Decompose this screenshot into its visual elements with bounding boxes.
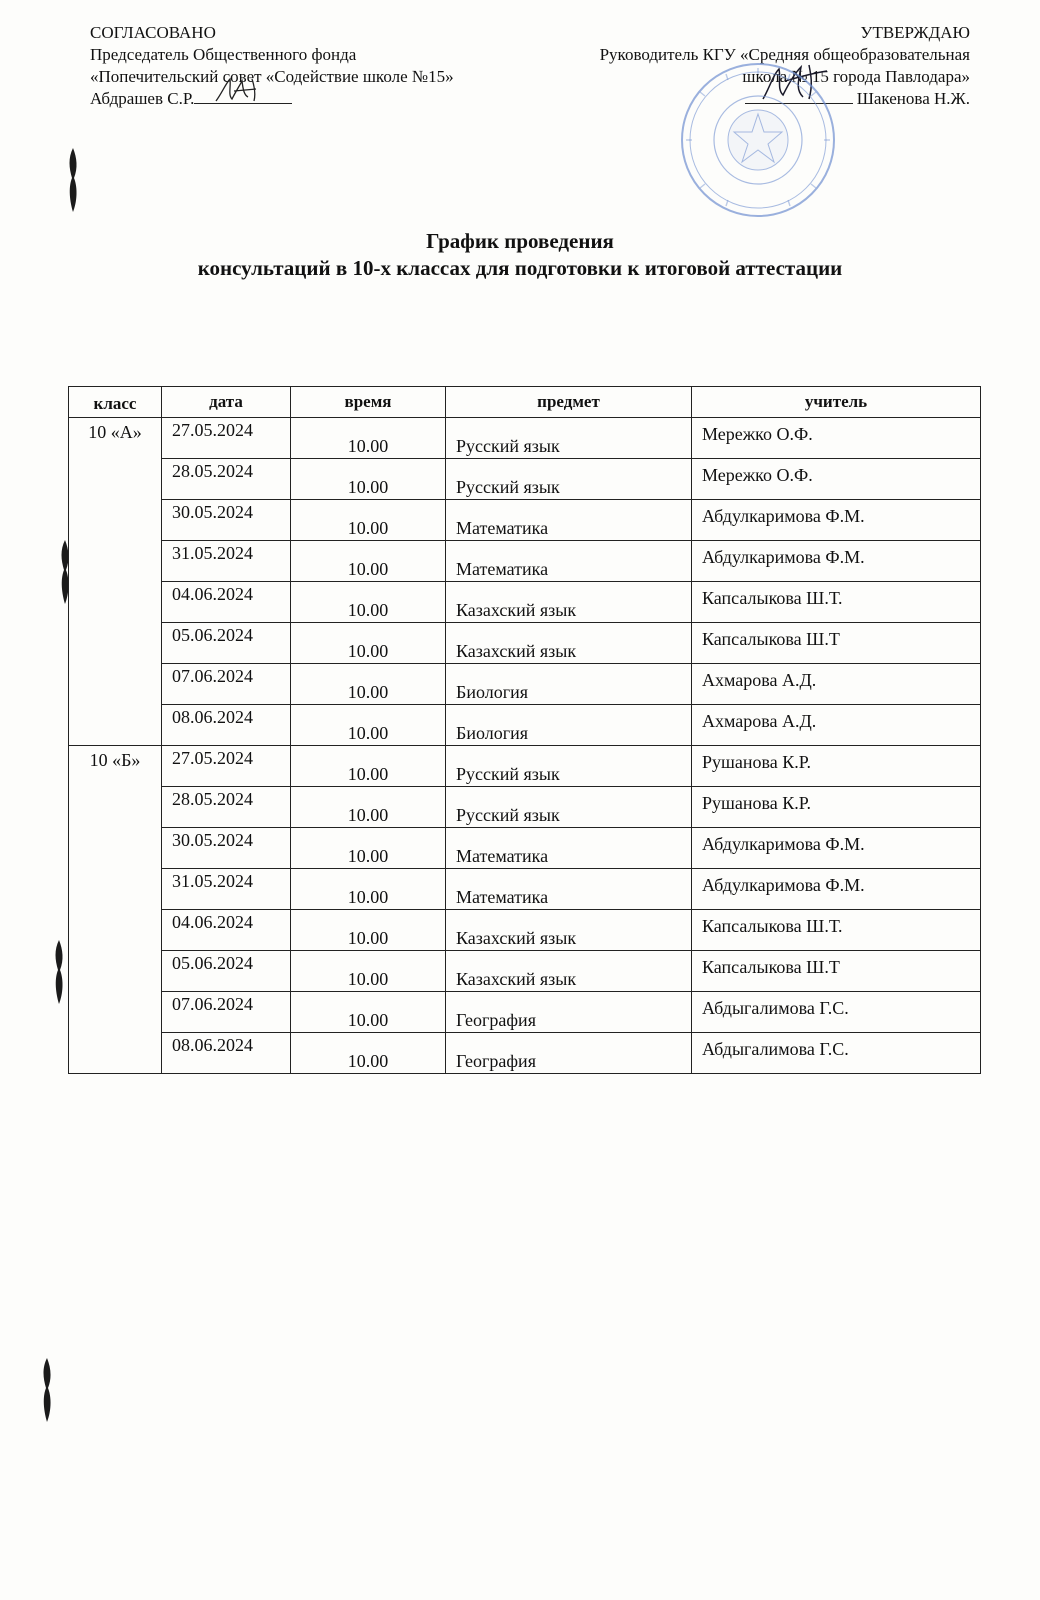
signature-line	[194, 89, 292, 104]
approval-agreed-signature-row	[90, 88, 454, 110]
subject-cell: Математика	[446, 869, 692, 910]
date-cell: 05.06.2024	[162, 951, 291, 992]
time-cell: 10.00	[291, 1033, 446, 1074]
time-cell: 10.00	[291, 869, 446, 910]
subject-cell: Биология	[446, 705, 692, 746]
teacher-cell: Ахмарова А.Д.	[692, 664, 981, 705]
table-row	[69, 623, 981, 664]
subject-cell: Казахский язык	[446, 951, 692, 992]
time-cell: 10.00	[291, 787, 446, 828]
subject-cell: География	[446, 992, 692, 1033]
subject-cell: География	[446, 1033, 692, 1074]
date-cell: 07.06.2024	[162, 992, 291, 1033]
teacher-cell: Рушанова К.Р.	[692, 787, 981, 828]
teacher-cell: Абдулкаримова Ф.М.	[692, 541, 981, 582]
table-row	[69, 459, 981, 500]
date-cell: 31.05.2024	[162, 541, 291, 582]
teacher-cell: Капсалыкова Ш.Т	[692, 951, 981, 992]
approval-agreed-block	[90, 22, 454, 110]
approval-approved-organization: школа № 15 города Павлодара»	[742, 67, 970, 86]
date-cell: 31.05.2024	[162, 869, 291, 910]
subject-cell: Казахский язык	[446, 910, 692, 951]
time-cell: 10.00	[291, 541, 446, 582]
time-cell: 10.00	[291, 992, 446, 1033]
handwritten-signature-left	[212, 73, 272, 107]
table-row	[69, 746, 981, 787]
approval-approved-name: Шакенова Н.Ж.	[856, 89, 970, 108]
date-cell: 04.06.2024	[162, 582, 291, 623]
subject-cell: Русский язык	[446, 746, 692, 787]
subject-cell: Русский язык	[446, 459, 692, 500]
subject-cell: Математика	[446, 541, 692, 582]
table-row	[69, 828, 981, 869]
table-row	[69, 910, 981, 951]
time-cell: 10.00	[291, 500, 446, 541]
teacher-cell: Абдулкаримова Ф.М.	[692, 828, 981, 869]
subject-cell: Русский язык	[446, 418, 692, 459]
header-class: класс	[69, 387, 162, 418]
subject-cell: Биология	[446, 664, 692, 705]
table-row	[69, 869, 981, 910]
header-date: дата	[162, 387, 291, 418]
time-cell: 10.00	[291, 623, 446, 664]
time-cell: 10.00	[291, 582, 446, 623]
document-title	[0, 228, 1040, 282]
approval-approved-heading: УТВЕРЖДАЮ	[860, 23, 970, 42]
date-cell: 07.06.2024	[162, 664, 291, 705]
teacher-cell: Капсалыкова Ш.Т.	[692, 582, 981, 623]
teacher-cell: Абдыгалимова Г.С.	[692, 992, 981, 1033]
consultation-schedule-table	[68, 386, 981, 1074]
time-cell: 10.00	[291, 705, 446, 746]
subject-cell: Математика	[446, 828, 692, 869]
table-row	[69, 500, 981, 541]
header-subject: предмет	[446, 387, 692, 418]
approval-agreed-organization: «Попечительский совет «Содействие школе №15»	[90, 67, 454, 86]
time-cell: 10.00	[291, 828, 446, 869]
time-cell: 10.00	[291, 664, 446, 705]
teacher-cell: Абдыгалимова Г.С.	[692, 1033, 981, 1074]
header-teacher: учитель	[692, 387, 981, 418]
title-line-2: консультаций в 10-х классах для подготовки к итоговой аттестации	[197, 256, 843, 280]
table-row	[69, 582, 981, 623]
table-row	[69, 705, 981, 746]
date-cell: 04.06.2024	[162, 910, 291, 951]
teacher-cell: Абдулкаримова Ф.М.	[692, 869, 981, 910]
title-line-1: График проведения	[426, 229, 614, 253]
table-row	[69, 541, 981, 582]
date-cell: 28.05.2024	[162, 787, 291, 828]
date-cell: 28.05.2024	[162, 459, 291, 500]
teacher-cell: Мережко О.Ф.	[692, 459, 981, 500]
header-time: время	[291, 387, 446, 418]
approval-agreed-position: Председатель Общественного фонда	[90, 45, 357, 64]
table-row	[69, 1033, 981, 1074]
binding-mark	[66, 148, 80, 212]
subject-cell: Русский язык	[446, 787, 692, 828]
official-stamp	[678, 60, 838, 220]
date-cell: 27.05.2024	[162, 746, 291, 787]
approval-agreed-name: Абдрашев С.Р.	[90, 89, 195, 108]
teacher-cell: Ахмарова А.Д.	[692, 705, 981, 746]
approval-agreed-heading: СОГЛАСОВАНО	[90, 23, 216, 42]
teacher-cell: Капсалыкова Ш.Т	[692, 623, 981, 664]
teacher-cell: Абдулкаримова Ф.М.	[692, 500, 981, 541]
table-row	[69, 992, 981, 1033]
class-cell: 10 «А»	[69, 418, 162, 746]
table-row	[69, 418, 981, 459]
table-row	[69, 664, 981, 705]
time-cell: 10.00	[291, 951, 446, 992]
teacher-cell: Капсалыкова Ш.Т.	[692, 910, 981, 951]
binding-mark	[40, 1358, 54, 1422]
approval-approved-position: Руководитель КГУ «Средняя общеобразовательная	[599, 45, 970, 64]
class-cell: 10 «Б»	[69, 746, 162, 1074]
date-cell: 30.05.2024	[162, 828, 291, 869]
date-cell: 05.06.2024	[162, 623, 291, 664]
subject-cell: Казахский язык	[446, 582, 692, 623]
date-cell: 30.05.2024	[162, 500, 291, 541]
time-cell: 10.00	[291, 418, 446, 459]
time-cell: 10.00	[291, 910, 446, 951]
teacher-cell: Мережко О.Ф.	[692, 418, 981, 459]
subject-cell: Казахский язык	[446, 623, 692, 664]
subject-cell: Математика	[446, 500, 692, 541]
time-cell: 10.00	[291, 459, 446, 500]
table-row	[69, 951, 981, 992]
date-cell: 08.06.2024	[162, 705, 291, 746]
table-header-row	[69, 387, 981, 418]
teacher-cell: Рушанова К.Р.	[692, 746, 981, 787]
time-cell: 10.00	[291, 746, 446, 787]
binding-mark	[52, 940, 66, 1004]
table-row	[69, 787, 981, 828]
date-cell: 08.06.2024	[162, 1033, 291, 1074]
date-cell: 27.05.2024	[162, 418, 291, 459]
